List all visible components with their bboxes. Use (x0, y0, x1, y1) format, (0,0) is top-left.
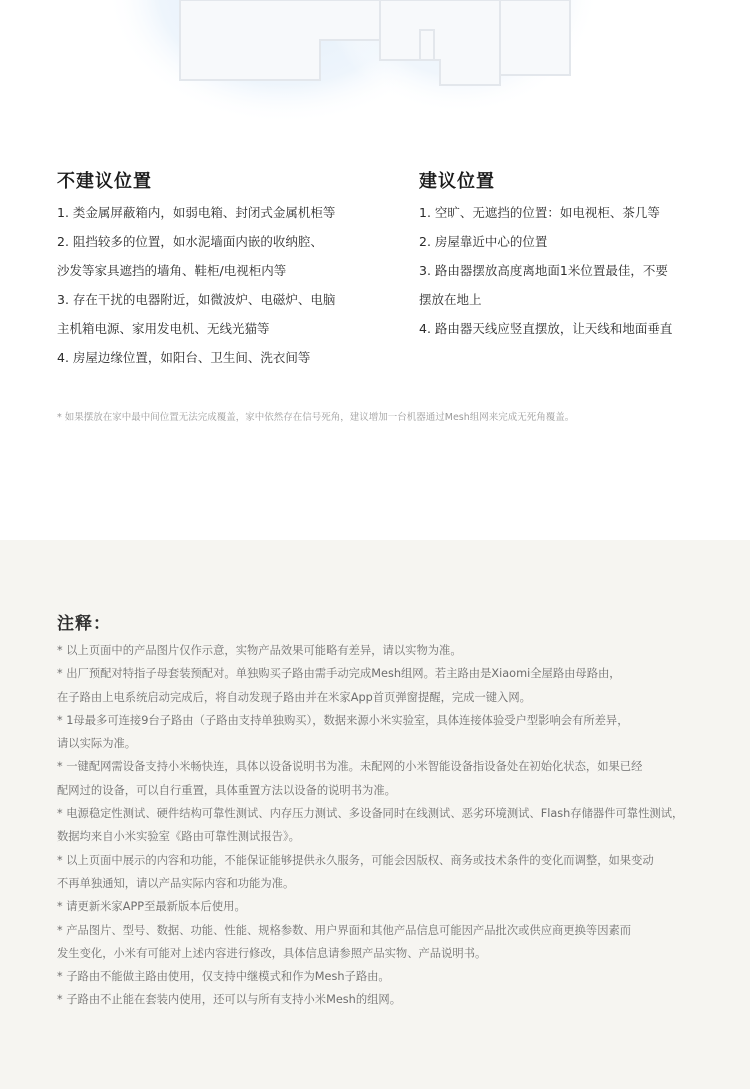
list-item: 4. 房屋边缘位置，如阳台、卫生间、洗衣间等 (57, 350, 311, 365)
list-item: 2. 阻挡较多的位置，如水泥墙面内嵌的收纳腔、 (57, 234, 323, 249)
note-line: 不再单独通知，请以产品实际内容和功能为准。 (57, 876, 295, 890)
placement-footnote: * 如果摆放在家中最中间位置无法完成覆盖，家中依然存在信号死角，建议增加一台机器通过Mesh组网来完成无死角覆盖。 (57, 412, 575, 423)
list-item: 沙发等家具遮挡的墙角、鞋柜/电视柜内等 (57, 263, 287, 278)
list-item: 3. 存在干扰的电器附近，如微波炉、电磁炉、电脑 (57, 292, 336, 307)
note-line: 发生变化，小米有可能对上述内容进行修改，具体信息请参照产品实物、产品说明书。 (57, 946, 487, 960)
not-recommended-list (57, 198, 397, 372)
note-line: * 1母最多可连接9台子路由（子路由支持单独购买），数据来源小米实验室，具体连接体验受户型影响会有所差异， (57, 713, 629, 727)
list-item: 主机箱电源、家用发电机、无线光猫等 (57, 321, 270, 336)
note-line: * 产品图片、型号、数据、功能、性能、规格参数、用户界面和其他产品信息可能因产品批次或供应商更换等因素而 (57, 923, 632, 937)
notes-section (0, 540, 750, 1089)
note-line: * 请更新米家APP至最新版本后使用。 (57, 900, 246, 914)
note-line: * 子路由不止能在套装内使用，还可以与所有支持小米Mesh的组网。 (57, 993, 402, 1007)
not-recommended-title: 不建议位置 (57, 171, 152, 192)
note-line: * 子路由不能做主路由使用，仅支持中继模式和作为Mesh子路由。 (57, 970, 390, 984)
floorplan-illustration (0, 0, 750, 135)
note-line: 在子路由上电系统启动完成后，将自动发现子路由并在米家App首页弹窗提醒，完成一键入网。 (57, 690, 531, 704)
note-line: * 以上页面中的产品图片仅作示意，实物产品效果可能略有差异，请以实物为准。 (57, 644, 462, 657)
coverage-diagram (0, 0, 750, 135)
note-line: * 以上页面中展示的内容和功能，不能保证能够提供永久服务，可能会因版权、商务或技术条件的变化而调整，如果变动 (57, 853, 654, 867)
recommended-column (419, 169, 719, 343)
notes-list (57, 639, 707, 1012)
list-item: 1. 空旷、无遮挡的位置：如电视柜、茶几等 (419, 205, 660, 220)
note-line: 数据均来自小米实验室《路由可靠性测试报告》。 (57, 830, 300, 844)
recommended-title: 建议位置 (419, 171, 495, 192)
note-line: * 一键配网需设备支持小米畅快连，具体以设备说明书为准。未配网的小米智能设备指设备处在初始化状态，如果已经 (57, 760, 643, 774)
note-line: 配网过的设备，可以自行重置，具体重置方法以设备的说明书为准。 (57, 783, 396, 797)
list-item: 摆放在地上 (419, 292, 482, 307)
note-line: * 电源稳定性测试、硬件结构可靠性测试、内存压力测试、多设备同时在线测试、恶劣环境测试、Flash存储器件可靠性测试， (57, 807, 684, 821)
placement-section (0, 135, 750, 540)
list-item: 3. 路由器摆放高度离地面1米位置最佳，不要 (419, 263, 668, 278)
list-item: 2. 房屋靠近中心的位置 (419, 234, 548, 249)
recommended-list (419, 198, 719, 343)
note-line: * 出厂预配对特指子母套装预配对。单独购买子路由需手动完成Mesh组网。若主路由是Xiaomi全屋路由母路由， (57, 667, 621, 681)
list-item: 4. 路由器天线应竖直摆放，让天线和地面垂直 (419, 321, 673, 336)
not-recommended-column (57, 169, 397, 372)
note-line: 请以实际为准。 (57, 737, 137, 751)
notes-title: 注释： (57, 614, 111, 634)
list-item: 1. 类金属屏蔽箱内，如弱电箱、封闭式金属机柜等 (57, 205, 336, 220)
